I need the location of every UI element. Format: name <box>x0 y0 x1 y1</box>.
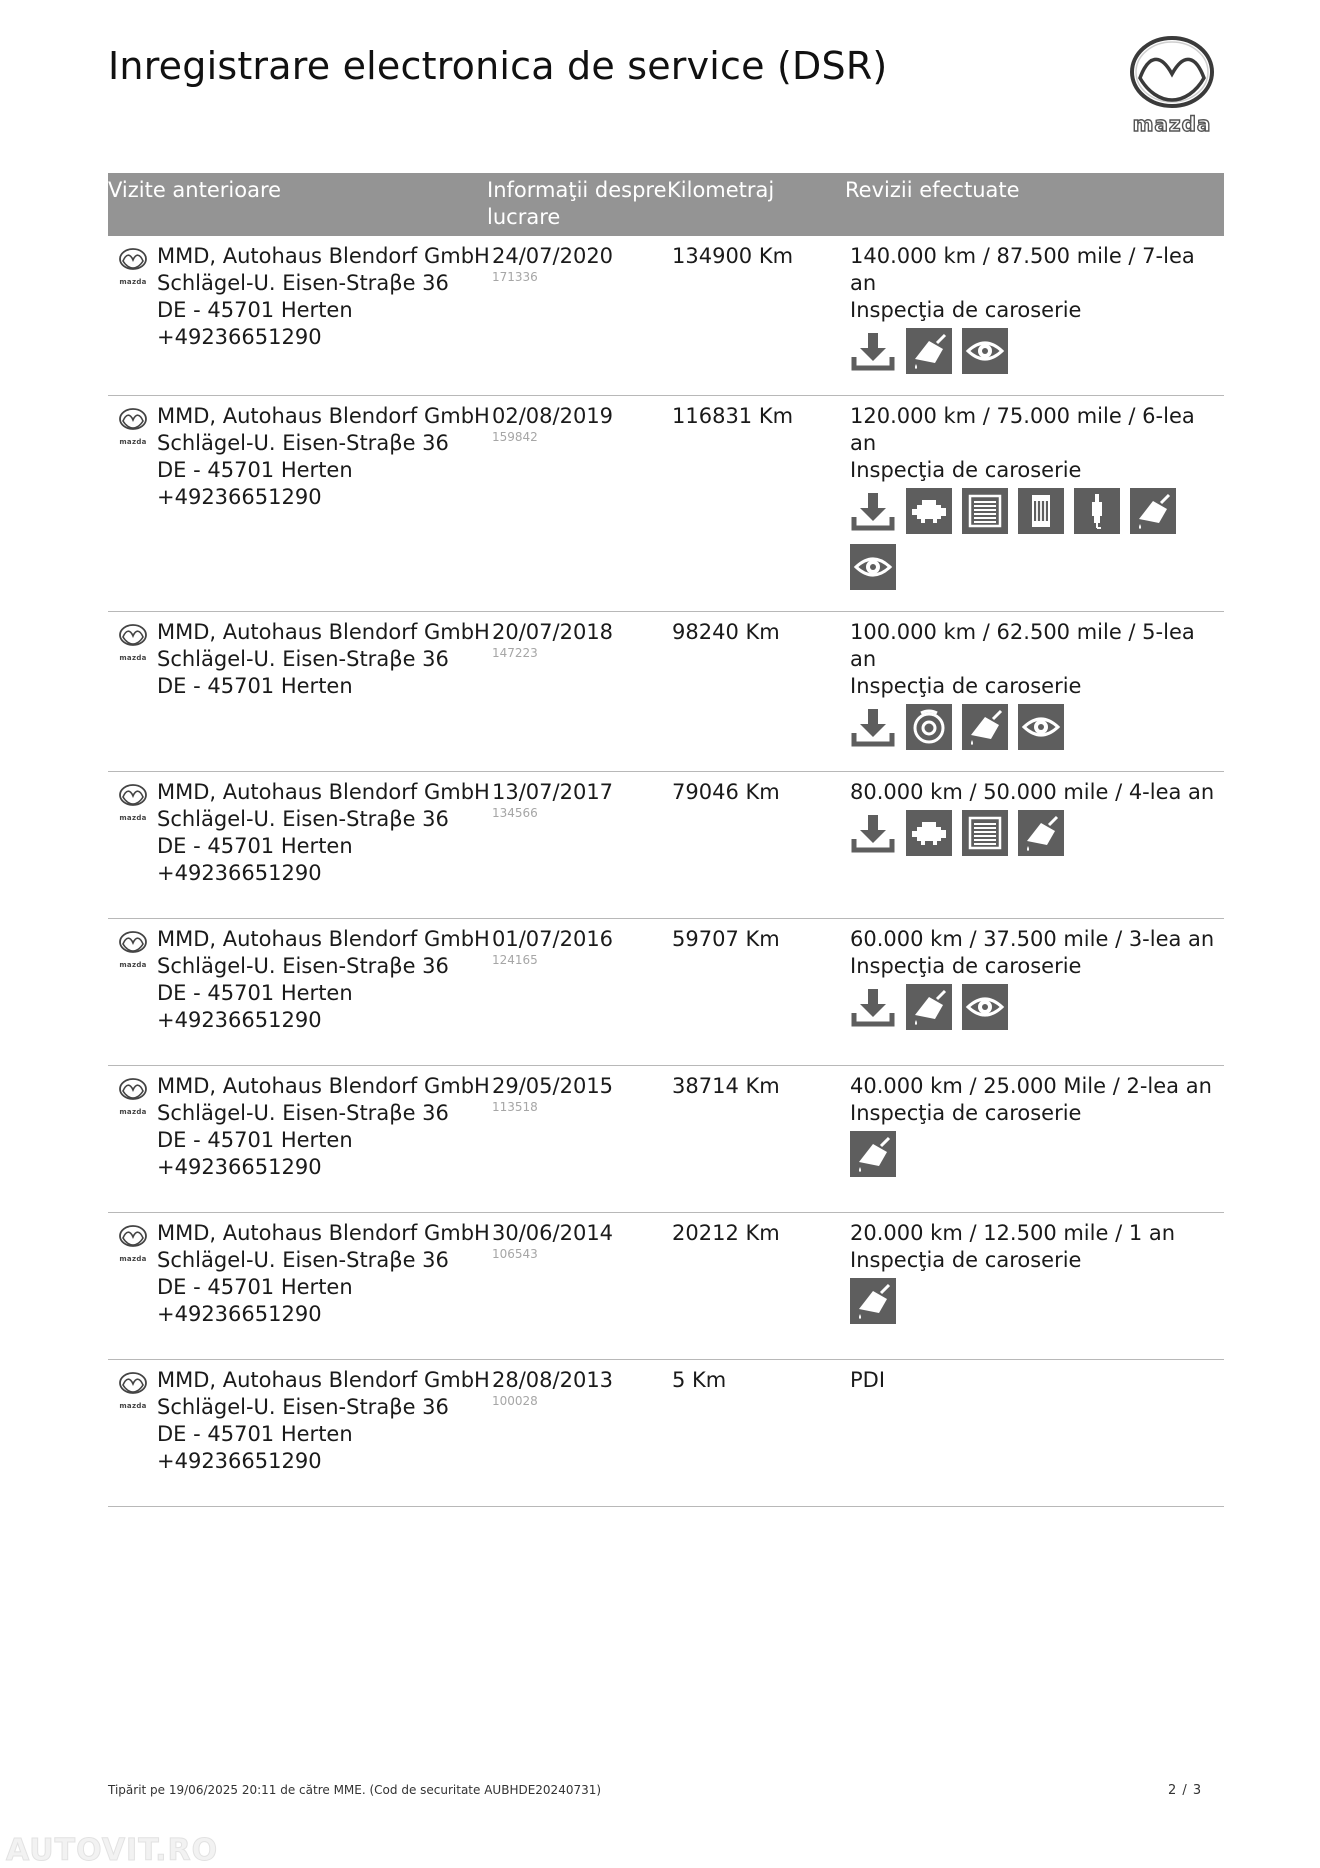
work-order-number: 159842 <box>492 430 538 444</box>
visit-date: 29/05/2015 <box>492 1074 614 1098</box>
mazda-mini-wordmark: mazda <box>119 961 147 969</box>
service-interval: 60.000 km / 37.500 mile / 3-lea an <box>850 927 1215 951</box>
visit-date: 30/06/2014 <box>492 1221 614 1245</box>
download-icon <box>850 704 896 750</box>
dealer-street: Schlägel-U. Eisen-Straβe 36 <box>157 807 449 831</box>
dealer-address <box>157 1220 490 1328</box>
work-order-number: 106543 <box>492 1247 538 1261</box>
inspection-label: Inspecţia de caroserie <box>850 298 1082 322</box>
dealer-street: Schlägel-U. Eisen-Straβe 36 <box>157 1248 449 1272</box>
mazda-mini-wordmark: mazda <box>119 1255 147 1263</box>
dealer-phone: +49236651290 <box>157 1008 322 1032</box>
dealer-address <box>157 1367 490 1475</box>
inspection-label: Inspecţia de caroserie <box>850 458 1082 482</box>
inspection-label: Inspecţia de caroserie <box>850 1248 1082 1272</box>
visit-date: 02/08/2019 <box>492 404 614 428</box>
header-work-info: Informaţii despre lucrare <box>487 178 667 229</box>
mazda-logo-icon <box>114 1078 152 1116</box>
service-interval: 40.000 km / 25.000 Mile / 2-lea an <box>850 1074 1212 1098</box>
dealer-phone: +49236651290 <box>157 861 322 885</box>
mazda-logo-icon <box>114 1225 152 1263</box>
dealer-name: MMD, Autohaus Blendorf GmbH <box>157 927 490 951</box>
dealer-street: Schlägel-U. Eisen-Straβe 36 <box>157 431 449 455</box>
download-icon <box>850 810 896 856</box>
header-visits: Vizite anterioare <box>108 178 282 202</box>
service-icons <box>850 1278 1190 1324</box>
download-icon <box>850 984 896 1030</box>
inspection-label: Inspecţia de caroserie <box>850 674 1082 698</box>
engine-icon <box>906 488 952 534</box>
mazda-mini-wordmark: mazda <box>119 278 147 286</box>
mileage: 5 Km <box>672 1368 727 1392</box>
revisions-cell <box>850 1220 1220 1324</box>
dealer-address <box>157 619 490 700</box>
dealer-name: MMD, Autohaus Blendorf GmbH <box>157 1368 490 1392</box>
dealer-city: DE - 45701 Herten <box>157 458 353 482</box>
revisions-cell <box>850 1367 1220 1394</box>
dealer-phone: +49236651290 <box>157 1302 322 1326</box>
mileage: 59707 Km <box>672 927 780 951</box>
mazda-mini-wordmark: mazda <box>119 814 147 822</box>
dealer-street: Schlägel-U. Eisen-Straβe 36 <box>157 954 449 978</box>
mazda-logo-icon <box>114 931 152 969</box>
service-history-table <box>108 173 1224 1507</box>
mileage: 116831 Km <box>672 404 794 428</box>
service-interval: 20.000 km / 12.500 mile / 1 an <box>850 1221 1176 1245</box>
dealer-city: DE - 45701 Herten <box>157 1275 353 1299</box>
inspection-label: Inspecţia de caroserie <box>850 954 1082 978</box>
visit-date: 20/07/2018 <box>492 620 614 644</box>
table-row <box>108 612 1224 772</box>
table-row <box>108 1066 1224 1213</box>
mileage: 134900 Km <box>672 244 794 268</box>
mazda-mini-wordmark: mazda <box>119 1108 147 1116</box>
service-icons <box>850 810 1190 856</box>
mazda-logo <box>1118 34 1226 136</box>
mazda-logo-icon <box>114 408 152 446</box>
mileage: 20212 Km <box>672 1221 780 1245</box>
mazda-logo-icon <box>114 784 152 822</box>
mazda-mini-wordmark: mazda <box>119 654 147 662</box>
dealer-name: MMD, Autohaus Blendorf GmbH <box>157 404 490 428</box>
dealer-name: MMD, Autohaus Blendorf GmbH <box>157 620 490 644</box>
dealer-address <box>157 926 490 1034</box>
dealer-street: Schlägel-U. Eisen-Straβe 36 <box>157 647 449 671</box>
fuel-filter-icon <box>1018 488 1064 534</box>
dealer-city: DE - 45701 Herten <box>157 674 353 698</box>
oil-can-icon <box>906 328 952 374</box>
oil-can-icon <box>906 984 952 1030</box>
page-number: 2 / 3 <box>1168 1783 1203 1798</box>
oil-can-icon <box>850 1278 896 1324</box>
service-icons <box>850 488 1190 590</box>
spark-plug-icon <box>1074 488 1120 534</box>
dealer-city: DE - 45701 Herten <box>157 1128 353 1152</box>
mileage: 38714 Km <box>672 1074 780 1098</box>
work-order-number: 113518 <box>492 1100 538 1114</box>
eye-icon <box>850 544 896 590</box>
revisions-cell <box>850 403 1220 590</box>
work-order-number: 147223 <box>492 646 538 660</box>
header-mileage: Kilometraj <box>667 178 775 202</box>
eye-icon <box>1018 704 1064 750</box>
service-icons <box>850 1131 1190 1177</box>
mazda-logo-icon <box>114 248 152 286</box>
dealer-name: MMD, Autohaus Blendorf GmbH <box>157 780 490 804</box>
dealer-name: MMD, Autohaus Blendorf GmbH <box>157 1074 490 1098</box>
dealer-address <box>157 243 490 351</box>
header-revisions: Revizii efectuate <box>845 178 1020 202</box>
service-icons <box>850 984 1190 1030</box>
eye-icon <box>962 328 1008 374</box>
dealer-street: Schlägel-U. Eisen-Straβe 36 <box>157 1101 449 1125</box>
oil-can-icon <box>962 704 1008 750</box>
air-filter-icon <box>962 488 1008 534</box>
service-icons <box>850 704 1190 750</box>
watermark: AUTOVIT.RO <box>6 1833 219 1868</box>
dealer-name: MMD, Autohaus Blendorf GmbH <box>157 244 490 268</box>
table-row <box>108 1360 1224 1507</box>
mazda-wordmark: mazda <box>1132 112 1212 136</box>
table-row <box>108 919 1224 1066</box>
mileage: 79046 Km <box>672 780 780 804</box>
work-order-number: 100028 <box>492 1394 538 1408</box>
revisions-cell <box>850 926 1220 1030</box>
page-title: Inregistrare electronica de service (DSR) <box>108 44 888 88</box>
revisions-cell <box>850 1073 1220 1177</box>
dealer-address <box>157 779 490 887</box>
dealer-street: Schlägel-U. Eisen-Straβe 36 <box>157 1395 449 1419</box>
download-icon <box>850 328 896 374</box>
engine-icon <box>906 810 952 856</box>
dealer-address <box>157 403 490 511</box>
dealer-city: DE - 45701 Herten <box>157 298 353 322</box>
work-order-number: 171336 <box>492 270 538 284</box>
dealer-phone: +49236651290 <box>157 325 322 349</box>
service-interval: 140.000 km / 87.500 mile / 7-lea an <box>850 244 1195 295</box>
visit-date: 01/07/2016 <box>492 927 614 951</box>
work-order-number: 124165 <box>492 953 538 967</box>
oil-can-icon <box>1018 810 1064 856</box>
visit-date: 13/07/2017 <box>492 780 614 804</box>
inspection-label: Inspecţia de caroserie <box>850 1101 1082 1125</box>
service-icons <box>850 328 1190 374</box>
oil-can-icon <box>1130 488 1176 534</box>
oil-can-icon <box>850 1131 896 1177</box>
work-order-number: 134566 <box>492 806 538 820</box>
service-interval: PDI <box>850 1368 886 1392</box>
print-info: Tipărit pe 19/06/2025 20:11 de către MME. (Cod de securitate AUBHDE20240731) <box>108 1783 602 1797</box>
mazda-logo-icon <box>114 624 152 662</box>
mileage: 98240 Km <box>672 620 780 644</box>
table-row <box>108 396 1224 612</box>
brake-disc-icon <box>906 704 952 750</box>
service-interval: 100.000 km / 62.500 mile / 5-lea an <box>850 620 1195 671</box>
mazda-emblem-icon <box>1118 34 1226 114</box>
table-row <box>108 772 1224 919</box>
table-header <box>108 173 1224 236</box>
mazda-logo-icon <box>114 1372 152 1410</box>
dealer-city: DE - 45701 Herten <box>157 1422 353 1446</box>
dealer-phone: +49236651290 <box>157 1155 322 1179</box>
eye-icon <box>962 984 1008 1030</box>
table-row <box>108 236 1224 396</box>
revisions-cell <box>850 619 1220 750</box>
visit-date: 24/07/2020 <box>492 244 614 268</box>
dealer-city: DE - 45701 Herten <box>157 981 353 1005</box>
mazda-mini-wordmark: mazda <box>119 1402 147 1410</box>
dealer-city: DE - 45701 Herten <box>157 834 353 858</box>
mazda-mini-wordmark: mazda <box>119 438 147 446</box>
dealer-name: MMD, Autohaus Blendorf GmbH <box>157 1221 490 1245</box>
dealer-phone: +49236651290 <box>157 1449 322 1473</box>
visit-date: 28/08/2013 <box>492 1368 614 1392</box>
revisions-cell <box>850 243 1220 374</box>
table-row <box>108 1213 1224 1360</box>
service-interval: 120.000 km / 75.000 mile / 6-lea an <box>850 404 1195 455</box>
download-icon <box>850 488 896 534</box>
dealer-address <box>157 1073 490 1181</box>
air-filter-icon <box>962 810 1008 856</box>
revisions-cell <box>850 779 1220 856</box>
dealer-street: Schlägel-U. Eisen-Straβe 36 <box>157 271 449 295</box>
dealer-phone: +49236651290 <box>157 485 322 509</box>
service-interval: 80.000 km / 50.000 mile / 4-lea an <box>850 780 1215 804</box>
